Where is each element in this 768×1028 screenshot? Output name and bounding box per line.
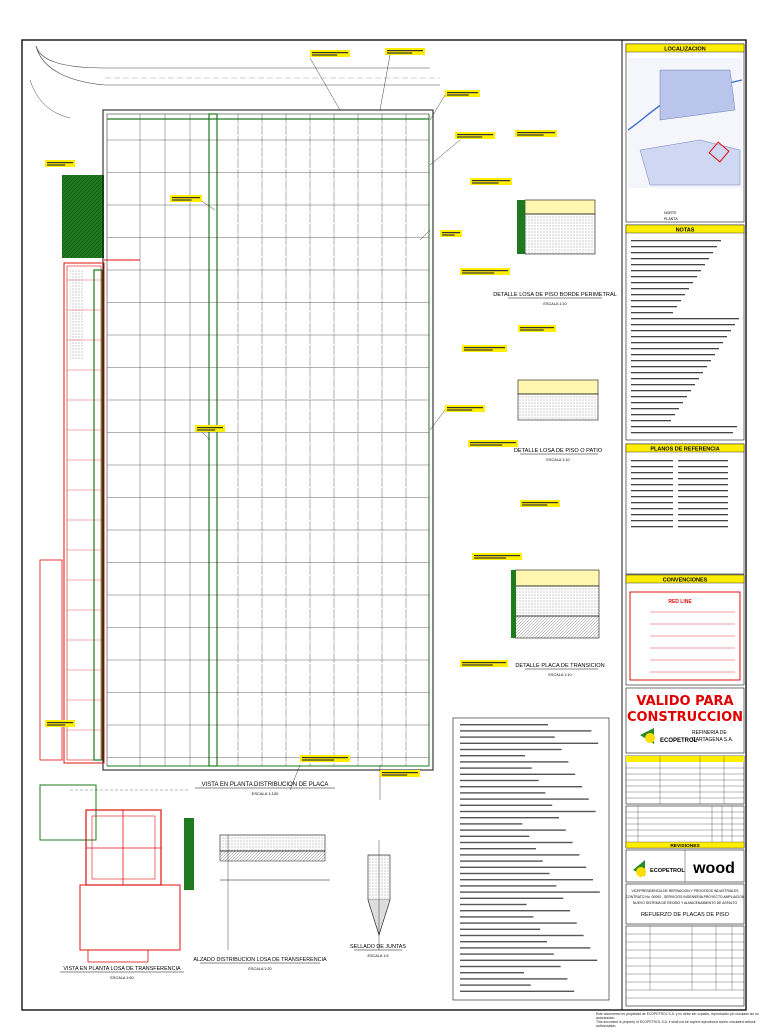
ref-text-line (631, 508, 673, 509)
callout-label (520, 500, 560, 507)
svg-text:ESCALA 1:10: ESCALA 1:10 (548, 673, 572, 677)
note-text-line (631, 378, 699, 379)
note-text-line (460, 848, 536, 849)
construction-notes (453, 718, 609, 1000)
note-text-line (460, 935, 584, 936)
callout-label (195, 425, 225, 432)
wood-logo: wood (693, 860, 735, 877)
note-text-line (631, 396, 687, 397)
note-text-line (631, 330, 731, 331)
note-text-line (631, 384, 695, 385)
svg-text:ESCALA 1:5: ESCALA 1:5 (367, 954, 389, 958)
note-text-line (460, 910, 570, 911)
note-text-line (460, 798, 589, 799)
svg-text:VICEPRESIDENCIA DE REFINACION: VICEPRESIDENCIA DE REFINACION Y PROCESOS INDUSTRIALES (631, 889, 739, 893)
ref-text-line (678, 472, 728, 473)
plan-view-title: VISTA EN PLANTA DISTRIBUCION DE PLACA (201, 782, 329, 788)
note-text-line (460, 736, 555, 737)
note-text-line (460, 829, 566, 830)
note-text-line (460, 854, 579, 855)
note-text-line (631, 240, 721, 241)
svg-text:ESCALA 1:10: ESCALA 1:10 (543, 302, 567, 306)
note-text-line (631, 342, 723, 343)
note-text-line (460, 941, 547, 942)
svg-text:ESCALA 1:20: ESCALA 1:20 (248, 967, 272, 971)
note-text-line (631, 276, 697, 277)
ownership-footer: Este documento es propiedad de ECOPETROL S.A. y no debe ser copiado, reproducido y/o circulado sin su autorizacion. This document is property of ECOPETROL S.A. it shall not be copied reproduced and/or circulated without authorization. (596, 1012, 759, 1028)
note-text-line (631, 336, 727, 337)
note-text-line (631, 420, 671, 421)
callout-label (45, 160, 75, 167)
note-text-line (631, 354, 715, 355)
callout-label (470, 178, 512, 185)
callout-label (310, 50, 350, 57)
ref-text-line (678, 466, 728, 467)
note-text-line (460, 761, 568, 762)
note-text-line (460, 885, 556, 886)
ref-text-line (678, 508, 728, 509)
callout-label (445, 90, 480, 97)
ref-text-line (631, 490, 673, 491)
note-text-line (631, 246, 717, 247)
main-plan (30, 46, 560, 800)
callout-label (515, 130, 557, 137)
section-details (511, 200, 599, 638)
ref-text-line (678, 490, 728, 491)
note-text-line (631, 282, 693, 283)
ref-text-line (631, 514, 673, 515)
svg-text:NUEVO SISTEMA DE RECIBO Y ALMA: NUEVO SISTEMA DE RECIBO Y ALMACENAMIENTO DE ASFALTO (632, 901, 738, 905)
ref-text-line (631, 502, 673, 503)
joint-seal-detail (368, 840, 390, 950)
svg-text:ESCALA 1:10: ESCALA 1:10 (546, 458, 570, 462)
detail3-title: DETALLE PLACA DE TRANSICION (515, 663, 605, 669)
note-text-line (460, 743, 598, 744)
ref-text-line (678, 526, 728, 527)
callout-label (518, 325, 556, 332)
note-text-line (631, 288, 689, 289)
note-text-line (631, 252, 713, 253)
ref-text-line (631, 466, 673, 467)
note-text-line (631, 414, 675, 415)
note-text-line (460, 972, 524, 973)
note-text-line (460, 811, 596, 812)
note-text-line (631, 432, 733, 433)
note-text-line (460, 724, 548, 725)
note-text-line (631, 264, 705, 265)
drawing-title: REFUERZO DE PLACAS DE PISO (641, 912, 729, 918)
title-block (626, 44, 745, 1006)
svg-text:ECOPETROL: ECOPETROL (650, 868, 685, 874)
callout-label (440, 230, 462, 237)
note-text-line (460, 860, 543, 861)
convenciones-heading: CONVENCIONES (662, 577, 708, 584)
ref-text-line (678, 520, 728, 521)
callout-label (380, 770, 420, 777)
note-text-line (460, 953, 554, 954)
note-text-line (460, 836, 529, 837)
callout-label (460, 268, 510, 275)
svg-text:ESCALA 1:100: ESCALA 1:100 (251, 791, 279, 796)
note-text-line (631, 408, 679, 409)
svg-text:CONTRATO No. 00000 - SERVICIOS: CONTRATO No. 00000 - SERVICIOS INGENIERIA PROYECTO AMPLIACION (625, 895, 745, 899)
note-text-line (460, 898, 563, 899)
svg-text:REFINERIA DE: REFINERIA DE (692, 730, 727, 736)
note-text-line (631, 300, 681, 301)
ref-text-line (631, 472, 673, 473)
callout-label (385, 48, 425, 55)
valido-stamp-line1: VALIDO PARA (636, 694, 734, 709)
detail1-title: DETALLE LOSA DE PISO BORDE PERIMETRAL (493, 292, 617, 298)
detail2-title: DETALLE LOSA DE PISO O PATIO (513, 448, 603, 454)
ref-text-line (678, 496, 728, 497)
ref-text-line (631, 484, 673, 485)
notas-heading: NOTAS (675, 227, 695, 234)
note-text-line (631, 312, 673, 313)
svg-text:NORTE: NORTE (664, 211, 677, 215)
elevation-detail (220, 835, 330, 950)
slab-outline (103, 110, 433, 770)
note-text-line (460, 805, 552, 806)
ref-text-line (631, 478, 673, 479)
ref-text-line (678, 460, 728, 461)
small-plan-title: VISTA EN PLANTA LOSA DE TRANSFERENCIA (63, 966, 181, 972)
note-text-line (460, 774, 575, 775)
valido-stamp-line2: CONSTRUCCION (626, 710, 744, 725)
note-text-line (631, 402, 683, 403)
ref-text-line (678, 502, 728, 503)
note-text-line (460, 929, 540, 930)
note-text-line (460, 978, 567, 979)
note-text-line (460, 879, 593, 880)
note-text-line (631, 306, 677, 307)
callout-label (472, 553, 522, 560)
note-text-line (460, 749, 562, 750)
note-text-line (460, 780, 539, 781)
svg-text:ECOPETROL: ECOPETROL (660, 738, 698, 744)
note-text-line (631, 294, 685, 295)
note-text-line (631, 372, 703, 373)
transfer-slab-plan (40, 785, 194, 962)
note-text-line (460, 823, 522, 824)
note-text-line (460, 792, 545, 793)
note-text-line (460, 904, 527, 905)
ref-text-line (678, 478, 728, 479)
note-text-line (460, 891, 600, 892)
callout-label (445, 405, 485, 412)
note-text-line (631, 258, 709, 259)
callout-label (455, 132, 495, 139)
note-text-line (460, 755, 525, 756)
note-text-line (460, 984, 531, 985)
note-text-line (631, 324, 735, 325)
svg-text:CARTAGENA S.A.: CARTAGENA S.A. (692, 737, 734, 743)
note-text-line (631, 390, 691, 391)
note-text-line (631, 426, 737, 427)
note-text-line (460, 817, 559, 818)
note-text-line (631, 360, 711, 361)
note-text-line (460, 922, 577, 923)
note-text-line (460, 966, 561, 967)
svg-text:PLANTA: PLANTA (664, 217, 678, 221)
elevation-title: ALZADO DISTRIBUCION LOSA DE TRANSFERENCIA (193, 957, 327, 963)
note-text-line (631, 366, 707, 367)
note-text-line (460, 991, 574, 992)
callout-label (45, 720, 75, 727)
note-text-line (460, 960, 597, 961)
callout-label (460, 660, 508, 667)
note-text-line (460, 786, 582, 787)
note-text-line (460, 873, 550, 874)
ref-text-line (631, 496, 673, 497)
ref-text-line (678, 514, 728, 515)
note-text-line (460, 867, 586, 868)
planos-heading: PLANOS DE REFERENCIA (650, 446, 720, 453)
joint-title: SELLADO DE JUNTAS (350, 944, 406, 950)
callout-label (300, 755, 350, 762)
note-text-line (460, 916, 533, 917)
note-text-line (460, 767, 532, 768)
note-text-line (631, 348, 719, 349)
note-text-line (460, 842, 573, 843)
svg-text:RED LINE: RED LINE (668, 599, 692, 605)
ref-text-line (631, 526, 673, 527)
localizacion-heading: LOCALIZACION (664, 46, 706, 53)
ref-text-line (631, 460, 673, 461)
note-text-line (460, 947, 590, 948)
note-text-line (631, 318, 739, 319)
ref-text-line (678, 484, 728, 485)
svg-text:ESCALA 1:50: ESCALA 1:50 (110, 976, 134, 980)
ref-text-line (631, 520, 673, 521)
revisiones-heading: REVISIONES (670, 844, 700, 849)
callout-label (170, 195, 202, 202)
note-text-line (460, 730, 591, 731)
callout-label (468, 440, 518, 447)
callout-label (462, 345, 507, 352)
note-text-line (631, 270, 701, 271)
